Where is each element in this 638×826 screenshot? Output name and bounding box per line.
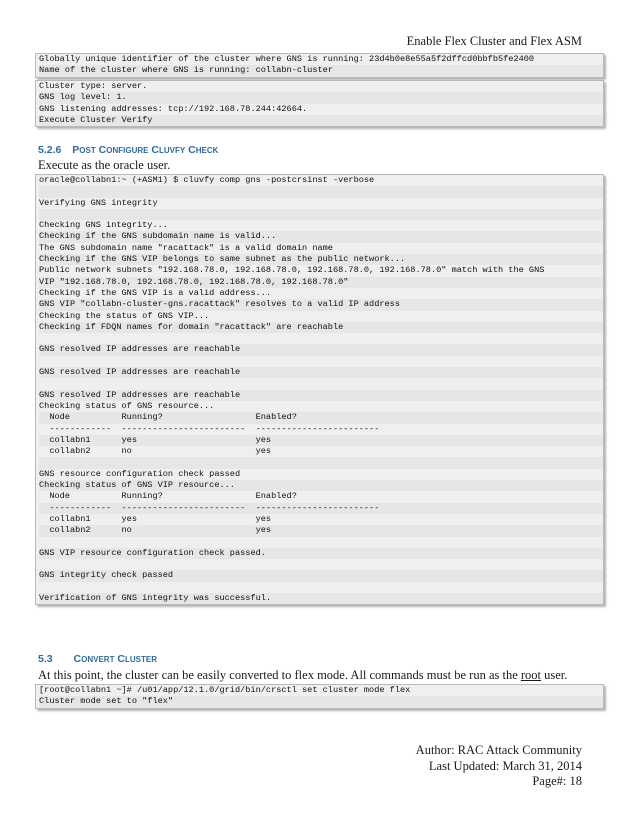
code-line: GNS VIP "collabn-cluster-gns.racattack" resolves to a valid IP address xyxy=(39,299,603,310)
page-footer xyxy=(416,743,582,790)
code-line: Checking status of GNS VIP resource... xyxy=(39,480,603,491)
code-line: GNS log level: 1. xyxy=(39,92,603,103)
code-line xyxy=(39,186,603,197)
footer-updated: Last Updated: March 31, 2014 xyxy=(428,758,582,773)
code-line xyxy=(39,333,603,344)
code-line: Checking if the GNS VIP is a valid address... xyxy=(39,287,272,298)
code-line: oracle@collabn1:~ (+ASM1) $ cluvfy comp gns -postcrsinst -verbose xyxy=(39,175,375,185)
code-line: GNS resource configuration check passed xyxy=(39,468,241,479)
section-intro-526: Execute as the oracle user. xyxy=(38,158,171,172)
code-block-cluvfy-output xyxy=(35,174,604,605)
code-line: Public network subnets "192.168.78.0, 192.168.78.0, 192.168.78.0, 192.168.78.0" match with the GNS xyxy=(39,265,545,276)
code-block-gns-info xyxy=(35,53,604,78)
section-number: 5.3 xyxy=(38,653,53,665)
section-heading-526 xyxy=(38,144,218,157)
code-line: Node Running? Enabled? xyxy=(39,491,297,502)
intro-emphasis: root xyxy=(520,668,542,682)
code-line: Checking if the GNS subdomain name is valid... xyxy=(39,231,603,242)
code-line: Cluster mode set to "flex" xyxy=(39,696,603,707)
section-number: 5.2.6 xyxy=(38,144,62,156)
code-line xyxy=(39,582,603,593)
footer-author: Author: RAC Attack Community xyxy=(415,743,582,757)
code-line: collabn2 no yes xyxy=(39,525,603,536)
code-line: GNS listening addresses: tcp://192.168.78.244:42664. xyxy=(39,103,308,114)
code-line: ------------ ------------------------ ------------------------ xyxy=(39,423,380,434)
code-line: Globally unique identifier of the cluster where GNS is running: 23d4b0e8e55a5f2dffcd0bbfb5fe2400 xyxy=(39,54,535,64)
footer-page-number: Page#: 18 xyxy=(532,774,582,789)
code-line: GNS resolved IP addresses are reachable xyxy=(39,390,603,401)
section-title: POST CONFIGURE CLUVFY CHECK xyxy=(72,144,219,156)
code-line: collabn2 no yes xyxy=(39,446,272,457)
code-line: Execute Cluster Verify xyxy=(39,115,603,126)
section-intro-53 xyxy=(38,668,567,683)
code-block-cluster-info xyxy=(35,80,604,127)
code-line: Verifying GNS integrity xyxy=(39,197,158,208)
code-line: [root@collabn1 ~]# /u01/app/12.1.0/grid/bin/crsctl set cluster mode flex xyxy=(39,685,411,695)
code-line: collabn1 yes yes xyxy=(39,513,272,524)
code-line xyxy=(39,356,603,367)
code-block-crsctl xyxy=(35,684,604,709)
code-line: Checking if the GNS VIP belongs to same subnet as the public network... xyxy=(39,254,603,265)
intro-text: At this point, the cluster can be easily converted to flex mode. All commands must be run as the xyxy=(38,668,521,682)
code-line: GNS VIP resource configuration check passed. xyxy=(39,548,603,559)
page-header: Enable Flex Cluster and Flex ASM xyxy=(406,34,582,48)
code-line: Checking GNS integrity... xyxy=(39,220,168,231)
section-title: CONVERT CLUSTER xyxy=(73,653,157,665)
intro-text-end: user. xyxy=(541,668,568,682)
code-line xyxy=(39,209,603,220)
code-line: Node Running? Enabled? xyxy=(39,412,603,423)
code-line: Cluster type: server. xyxy=(39,81,148,91)
code-line: GNS resolved IP addresses are reachable xyxy=(39,344,603,355)
code-line: Name of the cluster where GNS is running: collabn-cluster xyxy=(39,65,603,76)
code-line: Verification of GNS integrity was successful. xyxy=(39,593,603,604)
code-line: GNS integrity check passed xyxy=(39,570,603,581)
code-line: Checking if FDQN names for domain "racattack" are reachable xyxy=(39,322,603,333)
code-line: collabn1 yes yes xyxy=(39,435,603,446)
code-line: GNS resolved IP addresses are reachable xyxy=(39,367,603,378)
code-line: The GNS subdomain name "racattack" is a valid domain name xyxy=(39,242,333,253)
code-line xyxy=(39,559,603,570)
code-line xyxy=(39,378,603,389)
code-line xyxy=(39,457,603,468)
code-line xyxy=(39,537,603,548)
code-line: Checking the status of GNS VIP... xyxy=(39,310,210,321)
code-line: Checking status of GNS resource... xyxy=(39,400,215,411)
code-line: ------------ ------------------------ ------------------------ xyxy=(39,503,603,514)
code-line: VIP "192.168.78.0, 192.168.78.0, 192.168.78.0, 192.168.78.0" xyxy=(39,277,603,288)
section-heading-53 xyxy=(38,653,157,666)
